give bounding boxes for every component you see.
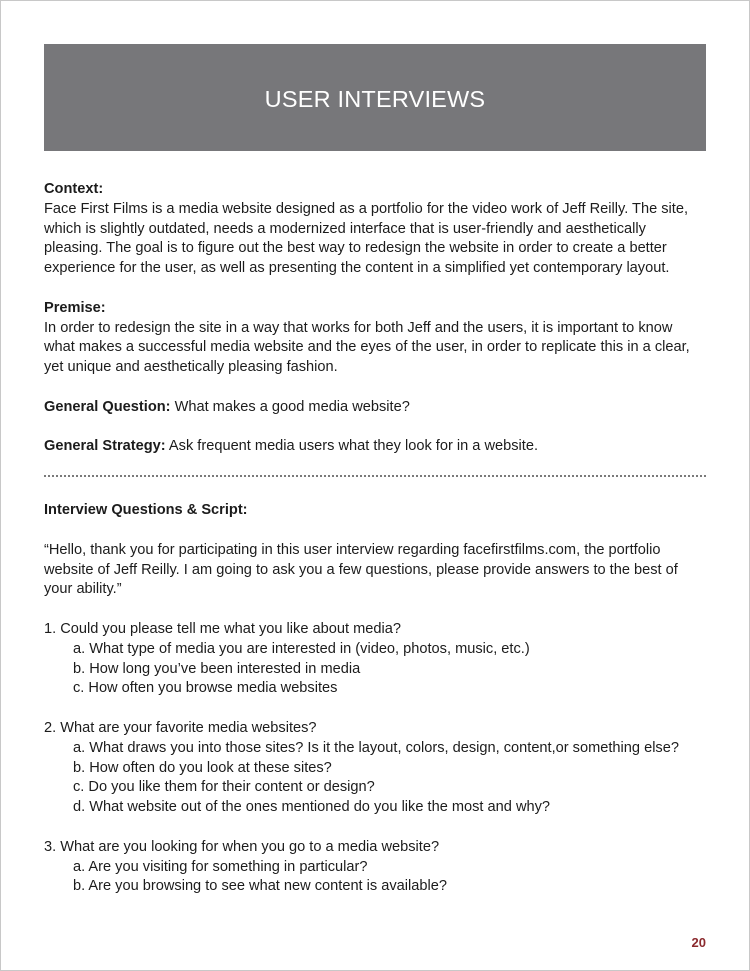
header-band <box>44 44 706 151</box>
question-3-sub-b: b. Are you browsing to see what new content is available? <box>73 878 447 895</box>
script-heading: Interview Questions & Script: <box>44 502 248 519</box>
question-1: 1. Could you please tell me what you like about media? <box>44 620 401 637</box>
general-question-label: General Question: <box>44 398 171 415</box>
question-3-sub-a: a. Are you visiting for something in particular? <box>73 858 368 875</box>
question-1-sub-b: b. How long you’ve been interested in media <box>73 660 361 677</box>
question-2: 2. What are your favorite media websites? <box>44 719 317 736</box>
question-3: 3. What are you looking for when you go to a media website? <box>44 838 440 855</box>
general-question-text: What makes a good media website? <box>170 398 410 415</box>
question-2-sub-d: d. What website out of the ones mentioned do you like the most and why? <box>73 799 551 816</box>
question-2-sub-a: a. What draws you into those sites? Is it the layout, colors, design, content,or something else? <box>73 739 679 756</box>
question-1-sub-a: a. What type of media you are interested in (video, photos, music, etc.) <box>73 640 530 657</box>
general-strategy <box>44 437 706 457</box>
document-body <box>44 180 706 897</box>
context-text: Face First Films is a media website designed as a portfolio for the video work of Jeff Reilly. The site, which is slightly outdated, needs a modernized interface that is user-friendly and aesthetically pleasing. The goal is to figure out the best way to redesign the website in order to create a better experience for the user, as well as presenting the content in a simplified yet contemporary layout. <box>44 200 689 277</box>
question-1-sub-c: c. How often you browse media websites <box>73 680 338 697</box>
page-title: USER INTERVIEWS <box>264 86 486 112</box>
general-strategy-label: General Strategy: <box>44 438 166 455</box>
premise-heading: Premise: <box>44 299 106 316</box>
context-heading: Context: <box>44 181 104 197</box>
question-2-sub-c: c. Do you like them for their content or design? <box>73 779 375 796</box>
page-number: 20 <box>691 935 706 950</box>
general-question <box>44 398 706 418</box>
premise-text: In order to redesign the site in a way that works for both Jeff and the users, it is important to know what makes a successful media website and the eyes of the user, in order to replicate this in a clear, yet unique and aesthetically pleasing fashion. <box>44 319 690 376</box>
script-intro: “Hello, thank you for participating in this user interview regarding facefirstfilms.com, the portfolio website of Jeff Reilly. I am going to ask you a few questions, please provide answers to the best of your ability.” <box>44 541 678 598</box>
general-strategy-text: Ask frequent media users what they look for in a website. <box>165 438 539 455</box>
question-2-sub-b: b. How often do you look at these sites? <box>73 759 332 776</box>
dotted-divider <box>44 475 706 477</box>
